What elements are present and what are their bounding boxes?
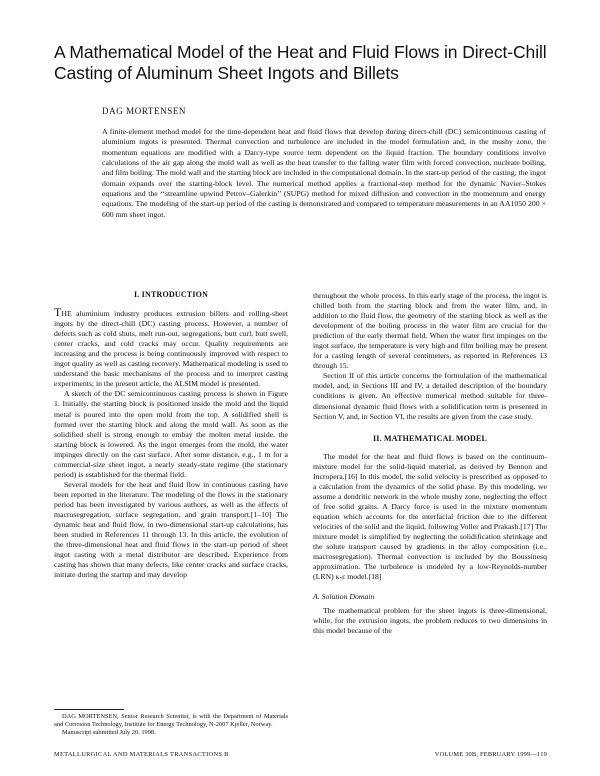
author-footnote	[54, 713, 288, 737]
drop-cap: T	[54, 305, 62, 320]
section-spacer	[313, 422, 547, 434]
abstract: A finite-element method model for the time-dependent heat and fluid flows that develop during direct-chill (DC) semicontinuous casting of aluminium ingots is presented. Thermal convection and turbulence are included in the model formulation and, in the mushy zone, the momentum equations are modified with a Darcy-type source term dependent on the liquid fraction. The boundary conditions involve calculations of the air gap along the mold wall as well as the heat transfer to the falling water film with forced convection, nucleate boiling, and film boiling. The mold wall and the starting block are included in the computational domain. In the start-up period of the casting, the ingot domain expands over the starting-block level. The numerical method applies a fractional-step method for the dynamic Navier–Stokes equations and the ‘‘streamline upwind Petrov–Galerkin’’ (SUPG) method for mixed diffusion and convection in the momentum and energy equations. The modeling of the start-up period of the casting is demonstrated and compared to temperature measurements in an AA1050 200 × 600 mm sheet ingot.	[102, 127, 546, 219]
left-column	[54, 290, 288, 580]
introduction-paragraph-3: Several models for the heat and fluid flow in continuous casting have been reported in the literature. The modeling of the flows in the stationary period has been investigated by various authors, as well as the effects of macrosegregation, surface segregation, and grain transport.[1–10] The dynamic heat and fluid flow, in two-dimensional start-up calculations, has been studied in References 11 through 13. In this article, the evolution of the three-dimensional heat and fluid flows in the start-up period of sheet ingot casting with a metal distributor are described. Experience from casting has shown that many defects, like center cracks and surface cracks, initiate during the startup and may develop	[54, 479, 288, 580]
footnote-affiliation: DAG MORTENSEN, Senior Research Scientist, is with the Department of Materials and Corrosion Technology, Institute for Energy Technology, N-2007 Kjeller, Norway.	[54, 713, 288, 728]
author-name: DAG MORTENSEN	[102, 106, 187, 116]
introduction-paragraph-1	[54, 305, 288, 389]
solution-domain-paragraph: The mathematical problem for the sheet ingots is three-dimensional, while, for the extrusion ingots, the problem reduces to two dimensions in this model because of the	[313, 606, 547, 636]
journal-name-footer: METALLURGICAL AND MATERIALS TRANSACTIONS B	[54, 751, 229, 758]
footnote-submission-date: Manuscript submitted July 20, 1998.	[62, 729, 156, 736]
right-column	[313, 291, 547, 636]
model-paragraph-1: The model for the heat and fluid flows is based on the continuum-mixture model for the solid-liquid material, as derived by Bennon and Incropera.[16] In this model, the solid velocity is prescribed as opposed to a calculation from the dynamics of the solid phase. By this modeling, we assume a dendritic network in the whole mushy zone, neglecting the effect of free solid grains. A Darcy force is used in the mixture momentum equation which accounts for the interfacial friction due to the different velocities of the solid and the liquid, following Voller and Prakash.[17] The mixture model is simplified by neglecting the solidification shrinkage and the solute transport caused by gradients in the alloy composition (i.e., macrosegregation). Thermal convection is included by the Boussinesq approximation. The turbulence is modeled by a low-Reynolds-number (LRN) κ-ε model.[18]	[313, 451, 547, 582]
section-heading-introduction: I. INTRODUCTION	[133, 290, 209, 299]
introduction-continued-paragraph: throughout the whole process. In this early stage of the process, the ingot is chilled both from the starting block and from the water film, and, in addition to the fluid flow, the geometry of the starting block as well as the development of the boiling process in the water film are crucial for the prediction of the early thermal field. When the water first impinges on the ingot surface, the temperature is very high and film boiling may be present for a casting length of several centimeters, as reported in References 13 through 15.	[313, 291, 547, 371]
footnote-divider	[54, 709, 124, 710]
introduction-paragraph-1-text: HE aluminium industry produces extrusion billets and rolling-sheet ingots by the direct-chill (DC) casting process. However, a number of defects such as cold shuts, melt run-out, segregations, butt curl, butt swell, center cracks, and cold cracks may occur. Quality requirements are increasing and the process is being continuously improved with respect to ingot quality as well as casting recovery. Mathematical modeling is used to understand the basic mechanisms of the process and to interpret casting experiments; in the present article, the ALSIM model is presented.	[54, 309, 288, 389]
article-title: A Mathematical Model of the Heat and Fluid Flows in Direct-Chill Casting of Aluminum Sheet Ingots and Billets	[54, 42, 547, 83]
subsection-heading-solution-domain: A. Solution Domain	[313, 592, 375, 602]
introduction-outline-paragraph: Section II of this article concerns the formulation of the mathematical model, and, in Sections III and IV, a detailed description of the boundary conditions is given. An effective numerical method suitable for three-dimensional dynamic fluid flows with a solidification term is presented in Section V, and, in Section VI, the results are given from the case study.	[313, 371, 547, 421]
volume-page-footer: VOLUME 30B, FEBRUARY 1999—119	[434, 751, 547, 758]
introduction-paragraph-2: A sketch of the DC semicontinuous casting process is shown in Figure 1. Initially, the starting block is positioned inside the mold and the liquid metal is poured into the open mold from the top. A solidified shell is formed over the starting block and along the mold wall. As soon as the solidified shell is strong enough to embay the molten metal inside, the starting block is lowered. As the ingot emerges from the mold, the water impinges directly on the cast surface. After some distance, e.g., 1 m for a commercial-size sheet ingot, a nearly steady-state regime (the stationary period) is established for the thermal field.	[54, 389, 288, 479]
section-heading-mathematical-model: II. MATHEMATICAL MODEL	[372, 433, 488, 443]
